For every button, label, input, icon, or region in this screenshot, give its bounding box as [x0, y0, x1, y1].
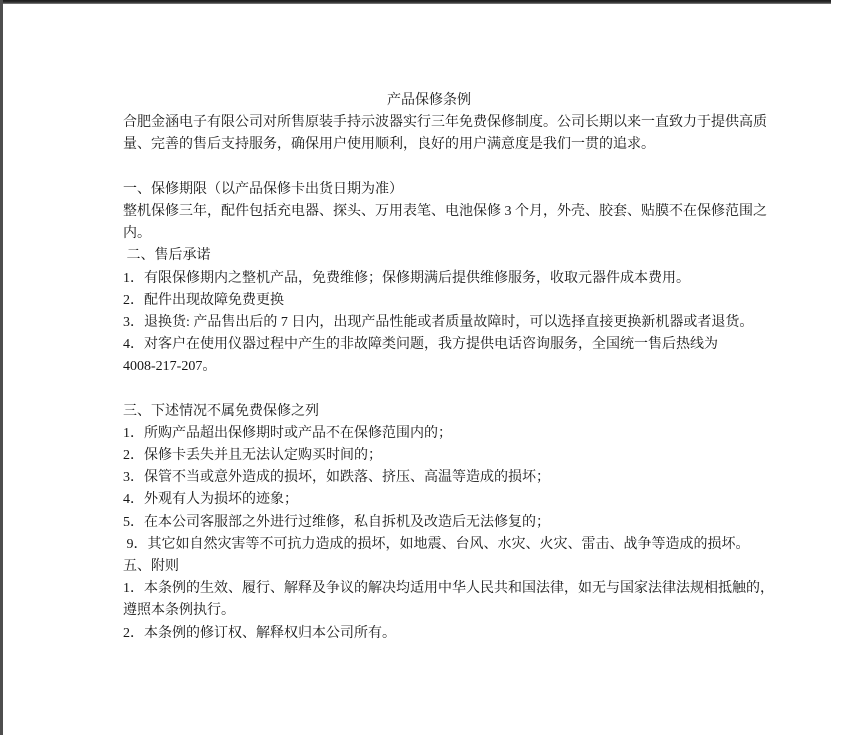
- document-line: 1．本条例的生效、履行、解释及争议的解决均适用中华人民共和国法律，如无与国家法律法规相抵触的，: [123, 581, 774, 597]
- document-line: 五、附则: [123, 558, 179, 574]
- page-left-border: [0, 0, 3, 735]
- document-line: 量、完善的售后支持服务，确保用户使用顺利，良好的用户满意度是我们一贯的追求。: [123, 137, 655, 153]
- document-body: [123, 90, 774, 645]
- document-title: 产品保修条例: [387, 93, 471, 108]
- blank-line: [123, 378, 735, 400]
- document-line: 遵照本条例执行。: [123, 603, 235, 619]
- document-line: 3．保管不当或意外造成的损坏，如跌落、挤压、高温等造成的损坏；: [123, 470, 550, 486]
- document-line: 2．本条例的修订权、解释权归本公司所有。: [123, 625, 396, 641]
- document-line: 1．有限保修期内之整机产品，免费维修；保修期满后提供维修服务，收取元器件成本费用。: [123, 270, 690, 286]
- document-line: 整机保修三年，配件包括充电器、探头、万用表笔、电池保修 3 个月，外壳、胶套、贴膜不在保修范围之: [123, 203, 767, 219]
- document-line: 2．配件出现故障免费更换: [123, 292, 284, 308]
- document-line: 内。: [123, 226, 151, 242]
- document-line: 4．对客户在使用仪器过程中产生的非故障类问题，我方提供电话咨询服务，全国统一售后热线为: [123, 337, 718, 353]
- document-line: 4008-217-207。: [123, 359, 217, 375]
- document-line: 二、售后承诺: [123, 248, 211, 264]
- page-top-border: [0, 0, 831, 4]
- blank-line: [123, 157, 735, 179]
- document-line: 一、保修期限（以产品保修卡出货日期为准）: [123, 181, 403, 197]
- document-line: 4．外观有人为损坏的迹象；: [123, 492, 298, 508]
- document-line: 1．所购产品超出保修期时或产品不在保修范围内的；: [123, 425, 452, 441]
- document-line: 9．其它如自然灾害等不可抗力造成的损坏，如地震、台风、水灾、火灾、雷击、战争等造成的损坏。: [123, 536, 750, 552]
- document-line: 3．退换货: 产品售出后的 7 日内，出现产品性能或者质量故障时，可以选择直接更换新机器或者退货。: [123, 314, 754, 330]
- document-line: 三、下述情况不属免费保修之列: [123, 403, 319, 419]
- document-line: 5．在本公司客服部之外进行过维修，私自拆机及改造后无法修复的；: [123, 514, 550, 530]
- document-line: 合肥金涵电子有限公司对所售原装手持示波器实行三年免费保修制度。公司长期以来一直致力于提供高质: [123, 115, 767, 131]
- document-line: 2．保修卡丢失并且无法认定购买时间的；: [123, 448, 382, 463]
